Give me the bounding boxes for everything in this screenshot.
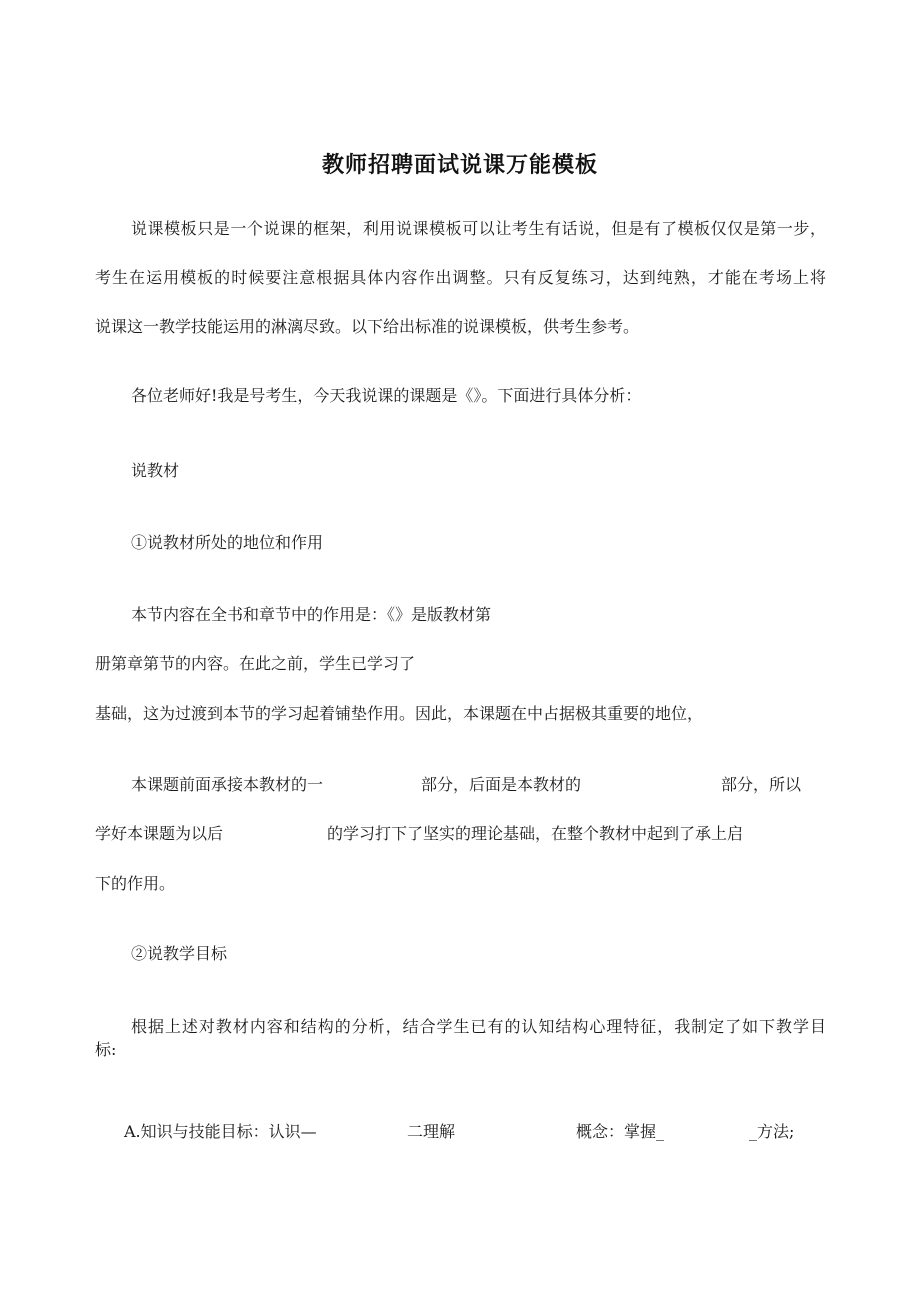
paragraph-fragment: 部分，后面是本教材的 <box>421 775 582 794</box>
paragraph-line: 标: <box>95 1040 117 1059</box>
goal-fragment: 概念：掌握_ <box>576 1122 665 1141</box>
document-title: 教师招聘面试说课万能模板 <box>321 153 598 178</box>
paragraph-fragment: 部分，所以 <box>721 775 802 794</box>
subsection-heading-position: ①说教材所处的地位和作用 <box>131 533 324 552</box>
paragraph-fragment: 本课题前面承接本教材的一 <box>131 775 324 794</box>
paragraph-line: 基础，这为过渡到本节的学习起着铺垫作用。因此，本课题在中占据极其重要的地位， <box>95 704 704 723</box>
paragraph-line: 下的作用。 <box>95 874 176 893</box>
paragraph-fragment: 的学习打下了坚实的理论基础，在整个教材中起到了承上启 <box>327 824 744 843</box>
goal-fragment: A.知识与技能目标：认识— <box>124 1122 317 1141</box>
paragraph-line: 根据上述对教材内容和结构的分析，结合学生已有的认知结构心理特征，我制定了如下教学目 <box>131 1017 826 1036</box>
paragraph-line: 本节内容在全书和章节中的作用是：《》是版教材第 <box>131 605 492 624</box>
intro-line-2: 考生在运用模板的时候要注意根据具体内容作出调整。只有反复练习，达到纯熟，才能在考场上将 <box>95 268 826 287</box>
goal-fragment: 二理解 <box>407 1122 456 1141</box>
subsection-heading-goals: ②说教学目标 <box>131 944 228 963</box>
section-heading-textbook: 说教材 <box>131 461 180 480</box>
intro-line-3: 说课这一教学技能运用的淋漓尽致。以下给出标准的说课模板，供考生参考。 <box>95 317 640 336</box>
paragraph-line: 册第章第节的内容。在此之前，学生已学习了 <box>95 654 416 673</box>
greeting: 各位老师好!我是号考生，今天我说课的课题是《》。下面进行具体分析： <box>131 386 642 405</box>
paragraph-fragment: 学好本课题为以后 <box>95 824 224 843</box>
goal-fragment: _方法; <box>749 1122 795 1141</box>
intro-line-1: 说课模板只是一个说课的框架，利用说课模板可以让考生有话说，但是有了模板仅仅是第一步， <box>131 219 826 238</box>
